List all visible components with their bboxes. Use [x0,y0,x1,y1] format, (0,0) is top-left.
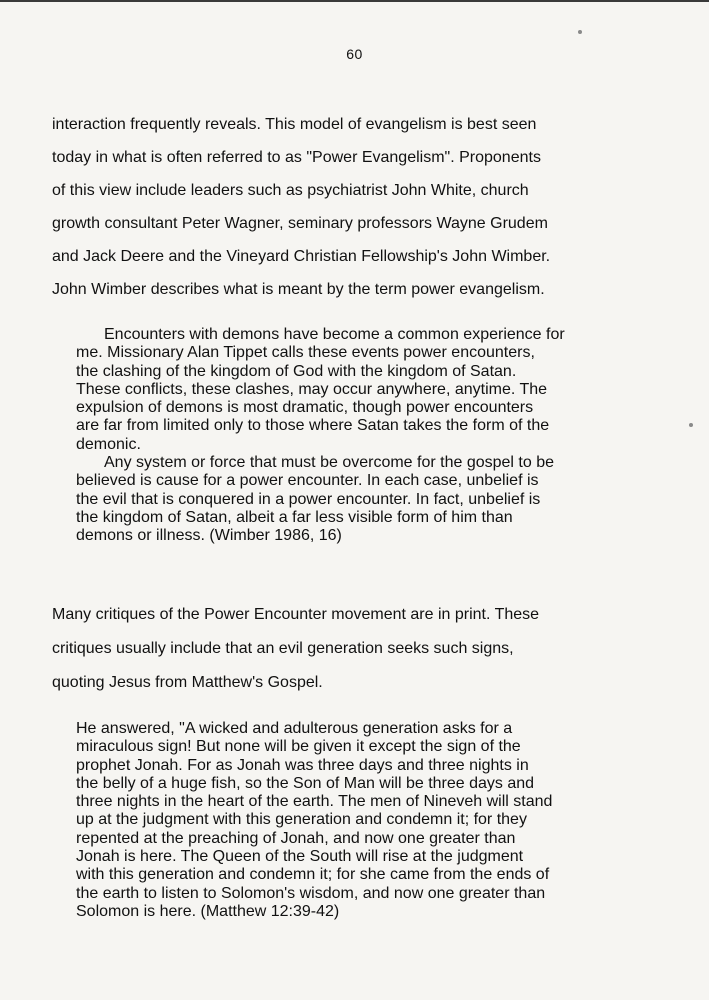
scan-speck [689,423,693,427]
quote-line: Jonah is here. The Queen of the South will rise at the judgment [76,848,524,866]
quote-line: demonic. [76,435,141,453]
quote-line: three nights in the heart of the earth. The men of Nineveh will stand [76,793,553,811]
text-line: today in what is often referred to as "Power Evangelism". Proponents [52,149,541,166]
quote-line: Encounters with demons have become a common experience for [104,326,565,343]
text-line: of this view include leaders such as psychiatrist John White, church [52,182,529,199]
scan-speck [578,30,582,34]
quote-line: repented at the preaching of Jonah, and now one greater than [76,829,516,847]
quote-line: prophet Jonah. For as Jonah was three days and three nights in [76,756,529,774]
quote-line: He answered, "A wicked and adulterous generation asks for a [76,720,513,737]
quote-line: Solomon is here. (Matthew 12:39-42) [76,902,340,920]
page-number: 60 [346,46,363,62]
quote-line: the belly of a huge fish, so the Son of Man will be three days and [76,774,535,792]
body-paragraph-2 [52,598,652,700]
text-line: critiques usually include that an evil generation seeks such signs, [52,640,514,657]
quote-line: demons or illness. (Wimber 1986, 16) [76,527,342,545]
quote-line: These conflicts, these clashes, may occur anywhere, anytime. The [76,380,548,398]
quote-line: Any system or force that must be overcome for the gospel to be [104,454,554,472]
quote-line: up at the judgment with this generation and condemn it; for they [76,811,527,829]
body-paragraph-1 [52,108,652,306]
text-line: quoting Jesus from Matthew's Gospel. [52,674,323,691]
block-quote-matthew [76,720,656,921]
quote-line: are far from limited only to those where Satan takes the form of the [76,417,550,435]
quote-line: the kingdom of Satan, albeit a far less visible form of him than [76,508,513,526]
quote-line: with this generation and condemn it; for she came from the ends of [76,866,550,884]
top-border-line [0,0,709,2]
text-line: John Wimber describes what is meant by the term power evangelism. [52,281,545,298]
text-line: and Jack Deere and the Vineyard Christian Fellowship's John Wimber. [52,248,551,265]
block-quote-wimber [76,326,656,546]
quote-line: expulsion of demons is most dramatic, though power encounters [76,399,534,417]
quote-line: the evil that is conquered in a power encounter. In fact, unbelief is [76,490,541,508]
quote-line: the earth to listen to Solomon's wisdom, and now one greater than [76,884,546,902]
quote-line: the clashing of the kingdom of God with the kingdom of Satan. [76,362,517,380]
text-line: interaction frequently reveals. This model of evangelism is best seen [52,116,537,133]
text-line: growth consultant Peter Wagner, seminary professors Wayne Grudem [52,215,548,232]
text-line: Many critiques of the Power Encounter movement are in print. These [52,606,540,623]
quote-line: miraculous sign! But none will be given it except the sign of the [76,738,521,756]
quote-line: me. Missionary Alan Tippet calls these events power encounters, [76,344,535,362]
quote-line: believed is cause for a power encounter. In each case, unbelief is [76,472,539,490]
